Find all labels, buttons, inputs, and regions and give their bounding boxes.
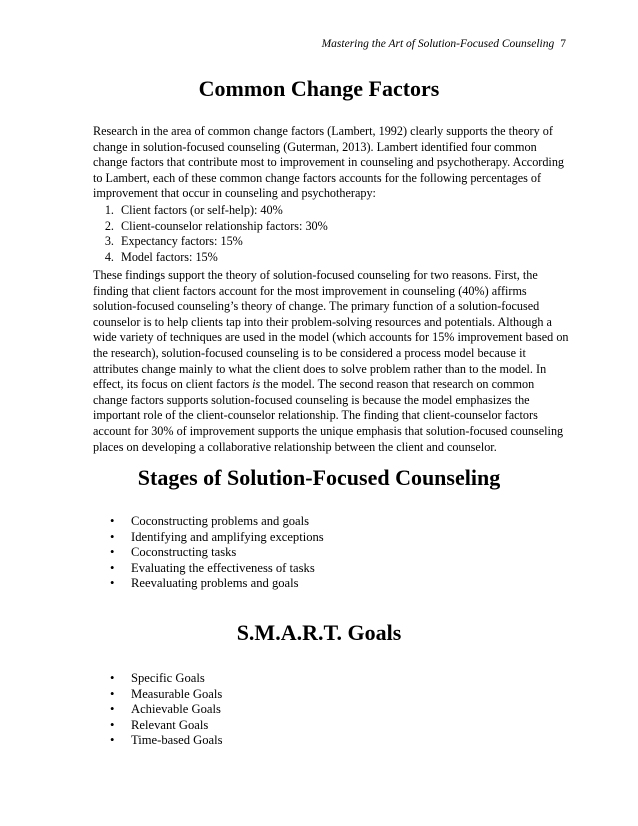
list-item-label: Evaluating the effectiveness of tasks	[131, 560, 315, 575]
list-item	[110, 576, 324, 592]
smart-goals-list	[105, 671, 223, 749]
list-item: 4. Model factors: 15%	[117, 250, 328, 266]
list-item: 2. Client-counselor relationship factors: 30%	[117, 219, 328, 235]
list-item	[110, 686, 223, 703]
page-number: 7	[560, 38, 566, 50]
bullet-icon: •	[110, 576, 115, 590]
bullet-icon: •	[110, 560, 115, 575]
list-item	[110, 671, 223, 687]
running-header	[322, 38, 566, 50]
list-item	[110, 717, 223, 734]
bullet-icon: •	[110, 686, 115, 701]
running-title: Mastering the Art of Solution-Focused Counseling	[321, 38, 555, 50]
bullet-icon: •	[110, 545, 115, 559]
list-item-label: Coconstructing problems and goals	[131, 514, 310, 528]
list-item-label: Reevaluating problems and goals	[131, 576, 299, 590]
common-factors-intro-paragraph: Research in the area of common change factors (Lambert, 1992) clearly supports the theory of change in solution-focused counseling (Guterman, 2013). Lambert identified four common change factors that contribute most to improvement in counseling and psychotherapy. According to Lambert, each of these common change factors accounts for the following percentages of improvement that occur in counseling and psychotherapy:	[93, 124, 565, 201]
bullet-icon: •	[110, 671, 115, 685]
findings-paragraph	[93, 268, 569, 455]
stages-list	[105, 514, 324, 592]
bullet-icon: •	[110, 717, 115, 732]
list-item	[110, 529, 324, 546]
list-item-label: Specific Goals	[131, 671, 205, 685]
list-item: 1. Client factors (or self-help): 40%	[117, 203, 328, 219]
change-factors-list	[93, 203, 328, 265]
list-item-label: Time-based Goals	[131, 733, 223, 747]
list-item	[110, 545, 324, 561]
stages-heading: Stages of Solution-Focused Counseling	[137, 465, 501, 490]
findings-text-part1: These findings support the theory of solution-focused counseling for two reasons. First, the finding that client factors account for the most improvement in counseling (40%) affirms solution-focused counseling’s theory of change. The primary function of a solution-focused counselor is to help clients tap into their problem-solving resources and potentials. Although a wide variety of techniques are used in the model (which accounts for 15% improvement based on the research), solution-focused counseling is to be considered a process model because it attributes change mainly to what the client does to solve problem rather than to the model. In effect, its focus on client factors	[93, 268, 569, 392]
list-item-label: Identifying and amplifying exceptions	[131, 529, 324, 544]
list-item-label: Coconstructing tasks	[131, 545, 237, 559]
list-item	[110, 702, 223, 718]
list-item-label: Measurable Goals	[131, 686, 223, 701]
bullet-icon: •	[110, 529, 115, 544]
common-change-factors-heading: Common Change Factors	[198, 76, 440, 101]
findings-emphasis: is	[252, 377, 261, 392]
list-item-label: Relevant Goals	[131, 717, 209, 732]
list-item: 3. Expectancy factors: 15%	[117, 234, 328, 250]
bullet-icon: •	[110, 514, 115, 528]
list-item	[110, 514, 324, 530]
bullet-icon: •	[110, 733, 115, 747]
bullet-icon: •	[110, 702, 115, 716]
list-item-label: Achievable Goals	[131, 702, 221, 716]
list-item	[110, 733, 223, 749]
smart-goals-heading: S.M.A.R.T. Goals	[236, 620, 402, 645]
list-item	[110, 560, 324, 577]
findings-text-part2: the model. The second reason that research on common change factors supports solution-focused counseling is because the model emphasizes the important role of the client-counselor relationship. The finding that client-counselor factors account for 30% of improvement supports the unique emphasis that solution-focused counseling places on developing a collaborative relationship between the client and counselor.	[93, 377, 564, 454]
